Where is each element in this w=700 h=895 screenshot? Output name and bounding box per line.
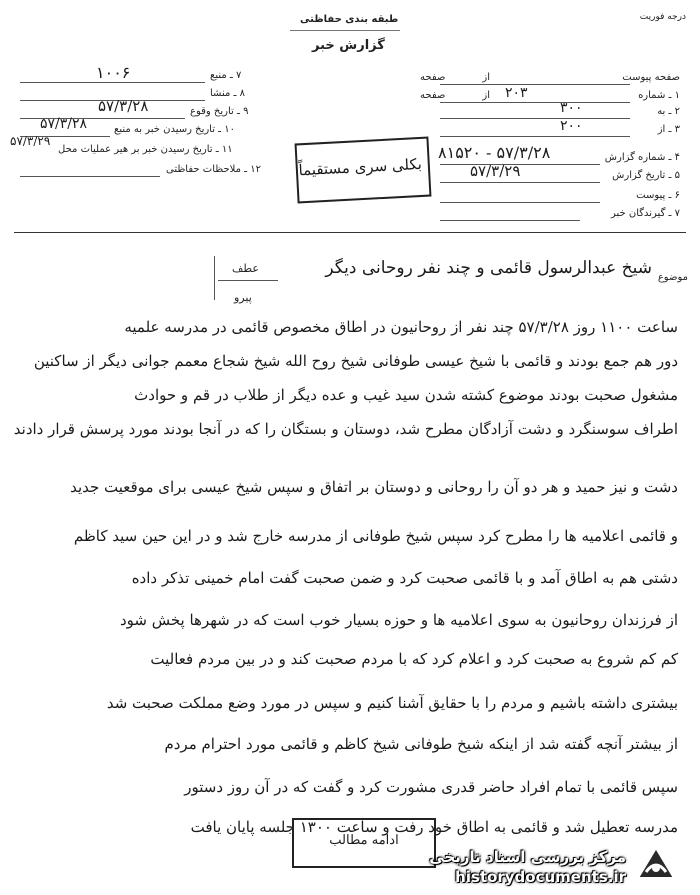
body-line: از فرزندان روحانیون به سوی اعلامیه ها و حوزه بسیار خوب است که در شهرها پخش شود: [119, 611, 678, 629]
field-to-value: ۳۰۰: [560, 100, 583, 116]
field-report-number-label: ۴ ـ شماره گزارش: [604, 152, 680, 163]
body-line: اطراف سوسنگرد و دشت آزادگان مطرح شد، دوستان و بستگان را که در آنجا بودند مورد پرسش قرار دادند: [13, 420, 678, 438]
field-occurrence-date-label: ۹ ـ تاریخ وقوع: [190, 106, 249, 117]
field-source-label: ۷ ـ منبع: [210, 70, 242, 81]
body-line: مدرسه تعطیل شد و قائمی به اطاق خود رفت و ساعت ۱۳۰۰ جلسه پایان یافت: [190, 818, 678, 836]
field-report-number-value: ۵۷/۳/۲۸ - ۸۱۵۲۰: [438, 143, 551, 162]
field-attachment-pages: صفحه پیوست: [622, 72, 680, 83]
classification-label: طبقه بندی حفاظتی: [300, 14, 399, 25]
field-report-date-value: ۵۷/۳/۲۹: [470, 162, 521, 180]
form-title: گزارش خبر: [312, 38, 385, 53]
atf-label: عطف: [232, 262, 259, 275]
field-from-label: ۳ ـ از: [657, 124, 680, 135]
field-source-received-label: ۱۰ ـ تاریخ رسیدن خبر به منبع: [114, 124, 236, 135]
field-source-value: ۱۰۰۶: [96, 63, 131, 82]
body-line: از بیشتر آنچه گفته شد از اینکه شیخ طوفانی شیخ کاظم و قائمی مورد احترام مردم: [164, 735, 678, 753]
field-recipients-label: ۷ ـ گیرندگان خبر: [610, 208, 680, 219]
subject-label: موضوع: [657, 272, 688, 283]
body-line: بیشتری داشته باشیم و مردم را با حقایق آشنا کنیم و سپس در مورد وضع مملکت صحبت شد: [106, 694, 678, 712]
body-line: دور هم جمع بودند و قائمی با شیخ عیسی طوفانی شیخ روح الله شیخ شجاع معمم جوانی دیگر از ساکنین: [33, 352, 678, 370]
field-security-notes-label: ۱۲ ـ ملاحظات حفاظتی: [166, 164, 261, 175]
field-from-value: ۲۰۰: [560, 118, 583, 134]
field-ops-received-label: ۱۱ ـ تاریخ رسیدن خبر بر هیر عملیات محل: [58, 144, 233, 155]
field-number-value: ۲۰۳: [505, 85, 528, 101]
body-line: و قائمی اعلامیه ها را مطرح کرد سپس شیخ طوفانی از مدرسه خارج شد و در این حین سید کاظم: [73, 527, 678, 545]
center-stamp: [295, 137, 432, 204]
field-number-mid: از: [482, 90, 490, 101]
body-line: دشتی هم به اطاق آمد و با قائمی صحبت کرد و ضمن صحبت گفت امام خمینی تذکر داده: [131, 569, 678, 587]
field-report-date-label: ۵ ـ تاریخ گزارش: [612, 170, 680, 181]
field-attachment-mid: از: [482, 72, 490, 83]
field-number-label: ۱ ـ شماره: [638, 90, 680, 101]
field-occurrence-date-value: ۵۷/۳/۲۸: [98, 97, 149, 115]
bottom-stamp-text: ادامه مطالب: [329, 833, 399, 848]
field-attachment-end: صفحه: [420, 72, 446, 83]
field-origin-label: ۸ ـ منشا: [210, 88, 246, 99]
body-line: ساعت ۱۱۰۰ روز ۵۷/۳/۲۸ چند نفر از روحانیون در اطاق مخصوص قائمی در مدرسه علمیه: [124, 318, 678, 336]
priority-label: درجه فوریت: [639, 12, 686, 22]
bottom-stamp: [292, 818, 436, 868]
body-line: مشغول صحبت بودند موضوع کشته شدن سید غیب و عده دیگر از طلاب در قم و حوادث: [134, 386, 678, 404]
field-number-end: صفحه: [420, 90, 446, 101]
watermark-logo-icon: [632, 842, 680, 884]
header-divider: [14, 232, 686, 233]
body-line: کم کم شروع به صحبت کرد و اعلام کرد که با مردم صحبت کند و در بین مردم فعالیت: [150, 650, 678, 668]
body-line: سپس قائمی با تمام افراد حاضر قدری مشورت کرد و گفت که در آن روز دستور: [184, 778, 678, 796]
field-ops-received-value: ۵۷/۳/۲۹: [10, 134, 51, 148]
title-underline: [290, 30, 400, 31]
watermark-url: historydocuments.ir: [455, 868, 626, 886]
watermark-title: مرکز بررسی اسناد تاریخی: [429, 848, 626, 866]
field-to-label: ۲ ـ به: [657, 106, 680, 117]
center-stamp-text: بکلی سری مستقیماً: [298, 154, 423, 180]
field-source-received-value: ۵۷/۳/۲۸: [40, 116, 88, 132]
field-attachment-label: ۶ ـ پیوست: [636, 190, 680, 201]
peyro-label: پیرو: [234, 291, 252, 304]
subject-text: شیخ عبدالرسول قائمی و چند نفر روحانی دیگر: [325, 258, 652, 278]
body-line: دشت و نیز حمید و هر دو آن را روحانی و دوستان بر اتفاق و سپس شیخ عیسی برای موقعیت جدید: [70, 478, 678, 496]
